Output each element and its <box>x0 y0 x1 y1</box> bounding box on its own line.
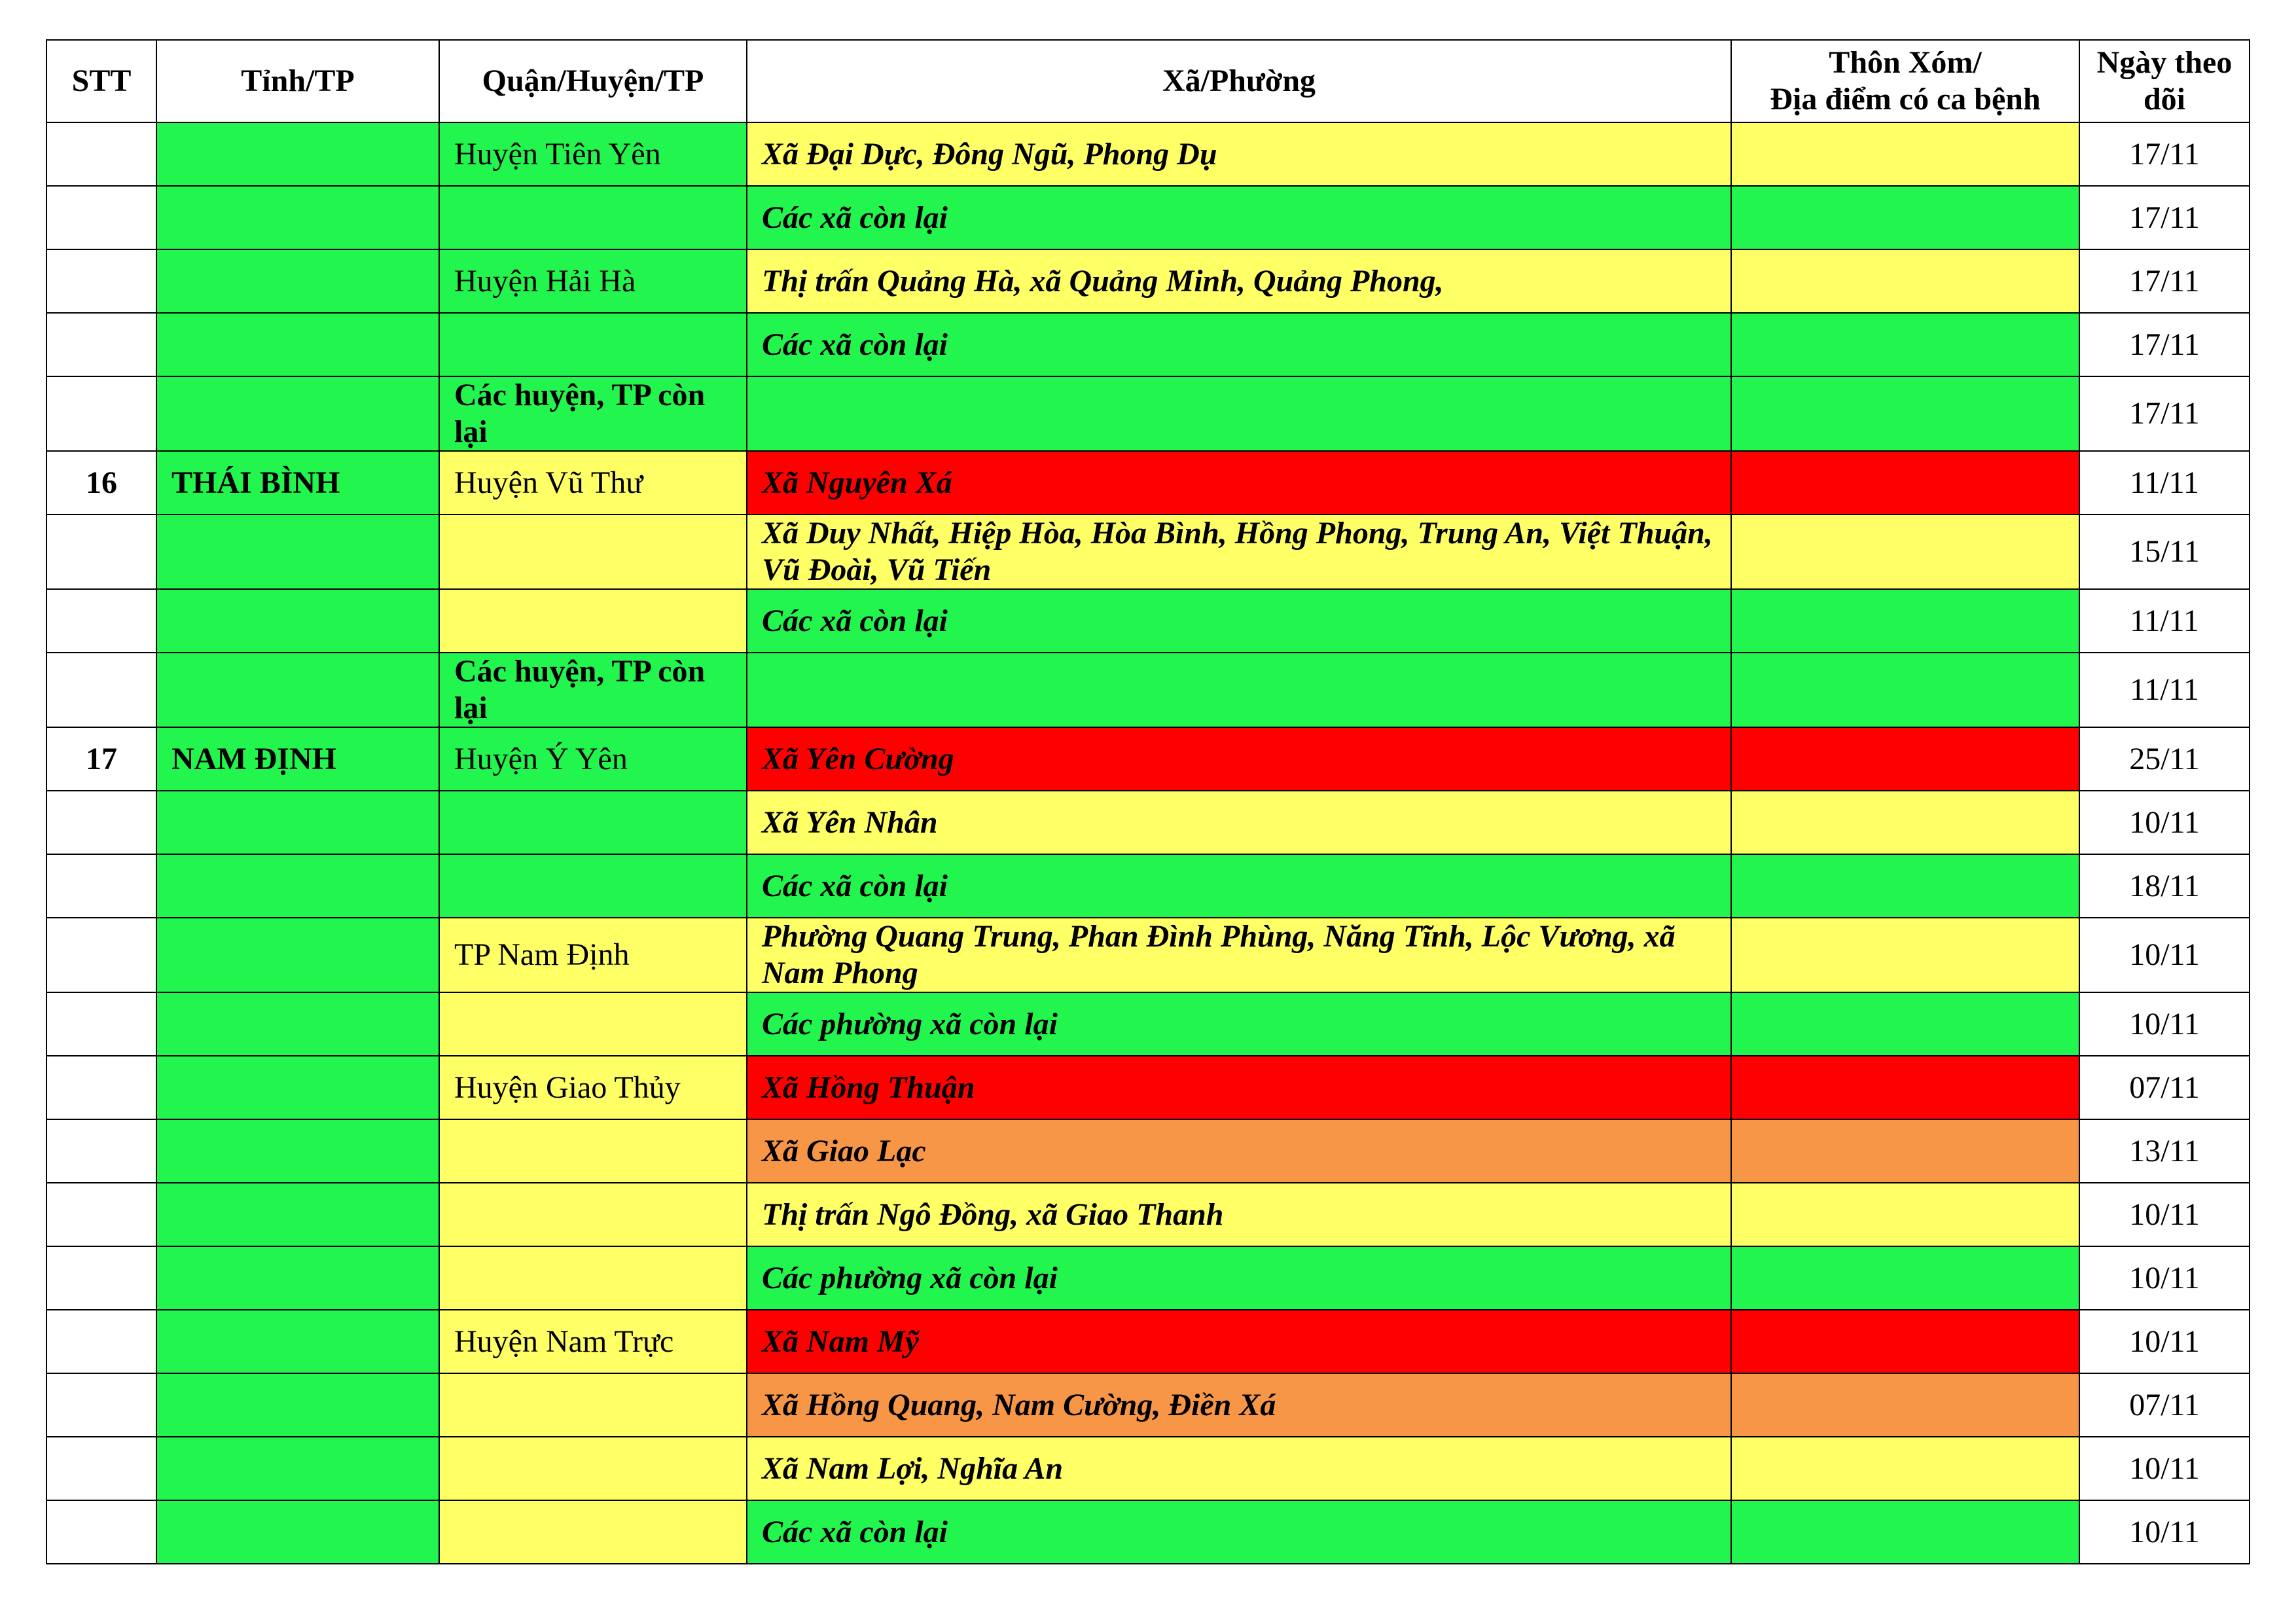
table-row <box>46 313 2250 376</box>
province-cell <box>156 791 439 854</box>
stt-cell <box>46 249 156 313</box>
header-date-line1: Ngày theo <box>2096 45 2233 80</box>
stt-cell: 17 <box>46 727 156 791</box>
stt-cell <box>46 653 156 727</box>
table-row <box>46 854 2250 918</box>
district-cell: Huyện Giao Thủy <box>439 1056 747 1119</box>
district-cell <box>439 1119 747 1183</box>
header-date <box>2079 40 2250 122</box>
district-cell: Các huyện, TP còn lại <box>439 653 747 727</box>
date-cell: 17/11 <box>2079 122 2250 186</box>
hamlet-cell <box>1731 653 2079 727</box>
hamlet-cell <box>1731 451 2079 514</box>
ward-cell: Các phường xã còn lại <box>747 992 1731 1056</box>
stt-cell <box>46 918 156 992</box>
date-cell: 10/11 <box>2079 1310 2250 1373</box>
province-cell <box>156 1373 439 1437</box>
district-cell: Huyện Hải Hà <box>439 249 747 313</box>
province-cell: THÁI BÌNH <box>156 451 439 514</box>
hamlet-cell <box>1731 1183 2079 1246</box>
district-cell <box>439 589 747 653</box>
table-row <box>46 376 2250 451</box>
hamlet-cell <box>1731 854 2079 918</box>
district-cell <box>439 313 747 376</box>
stt-cell <box>46 514 156 589</box>
date-cell: 10/11 <box>2079 918 2250 992</box>
table-header-row <box>46 40 2250 122</box>
date-cell: 25/11 <box>2079 727 2250 791</box>
province-cell <box>156 1183 439 1246</box>
covid-risk-table <box>46 39 2250 1564</box>
stt-cell <box>46 1246 156 1310</box>
hamlet-cell <box>1731 122 2079 186</box>
stt-cell <box>46 854 156 918</box>
table-row <box>46 249 2250 313</box>
date-cell: 15/11 <box>2079 514 2250 589</box>
hamlet-cell <box>1731 1119 2079 1183</box>
ward-cell: Xã Yên Cường <box>747 727 1731 791</box>
date-cell: 10/11 <box>2079 1500 2250 1564</box>
hamlet-cell <box>1731 1310 2079 1373</box>
date-cell: 17/11 <box>2079 249 2250 313</box>
ward-cell: Các phường xã còn lại <box>747 1246 1731 1310</box>
ward-cell: Xã Duy Nhất, Hiệp Hòa, Hòa Bình, Hồng Phong, Trung An, Việt Thuận, Vũ Đoài, Vũ Tiến <box>747 514 1731 589</box>
district-cell: Huyện Vũ Thư <box>439 451 747 514</box>
table-row <box>46 589 2250 653</box>
stt-cell <box>46 1119 156 1183</box>
table-row <box>46 992 2250 1056</box>
ward-cell: Thị trấn Ngô Đồng, xã Giao Thanh <box>747 1183 1731 1246</box>
province-cell <box>156 376 439 451</box>
table-body <box>46 122 2250 1564</box>
district-cell: Huyện Ý Yên <box>439 727 747 791</box>
stt-cell <box>46 589 156 653</box>
table-row <box>46 918 2250 992</box>
date-cell: 13/11 <box>2079 1119 2250 1183</box>
district-cell <box>439 1373 747 1437</box>
district-cell <box>439 791 747 854</box>
header-ward: Xã/Phường <box>747 40 1731 122</box>
stt-cell <box>46 1373 156 1437</box>
table-row <box>46 791 2250 854</box>
header-hamlet-line2: Địa điểm có ca bệnh <box>1770 82 2041 117</box>
district-cell <box>439 186 747 249</box>
table-row <box>46 1373 2250 1437</box>
province-cell <box>156 653 439 727</box>
hamlet-cell <box>1731 589 2079 653</box>
province-cell <box>156 1310 439 1373</box>
hamlet-cell <box>1731 992 2079 1056</box>
province-cell <box>156 313 439 376</box>
province-cell <box>156 249 439 313</box>
date-cell: 07/11 <box>2079 1056 2250 1119</box>
ward-cell: Các xã còn lại <box>747 313 1731 376</box>
ward-cell: Xã Nam Lợi, Nghĩa An <box>747 1437 1731 1500</box>
header-district: Quận/Huyện/TP <box>439 40 747 122</box>
table-row <box>46 122 2250 186</box>
stt-cell <box>46 313 156 376</box>
hamlet-cell <box>1731 791 2079 854</box>
district-cell: Huyện Nam Trực <box>439 1310 747 1373</box>
header-stt: STT <box>46 40 156 122</box>
hamlet-cell <box>1731 918 2079 992</box>
province-cell <box>156 918 439 992</box>
ward-cell: Xã Đại Dực, Đông Ngũ, Phong Dụ <box>747 122 1731 186</box>
district-cell: Các huyện, TP còn lại <box>439 376 747 451</box>
stt-cell <box>46 992 156 1056</box>
province-cell <box>156 1246 439 1310</box>
stt-cell <box>46 186 156 249</box>
stt-cell <box>46 376 156 451</box>
table-row <box>46 514 2250 589</box>
province-cell <box>156 1500 439 1564</box>
table-row <box>46 1437 2250 1500</box>
stt-cell <box>46 1500 156 1564</box>
table-row <box>46 1119 2250 1183</box>
ward-cell: Các xã còn lại <box>747 1500 1731 1564</box>
ward-cell: Các xã còn lại <box>747 589 1731 653</box>
district-cell <box>439 514 747 589</box>
district-cell <box>439 1437 747 1500</box>
date-cell: 07/11 <box>2079 1373 2250 1437</box>
hamlet-cell <box>1731 1246 2079 1310</box>
stt-cell <box>46 1437 156 1500</box>
header-province: Tỉnh/TP <box>156 40 439 122</box>
hamlet-cell <box>1731 1373 2079 1437</box>
ward-cell: Xã Yên Nhân <box>747 791 1731 854</box>
district-cell <box>439 992 747 1056</box>
stt-cell: 16 <box>46 451 156 514</box>
table-row <box>46 1310 2250 1373</box>
hamlet-cell <box>1731 1437 2079 1500</box>
header-hamlet-line1: Thôn Xóm/ <box>1829 45 1982 80</box>
header-hamlet <box>1731 40 2079 122</box>
province-cell <box>156 1437 439 1500</box>
province-cell <box>156 992 439 1056</box>
date-cell: 10/11 <box>2079 1183 2250 1246</box>
ward-cell: Xã Nguyên Xá <box>747 451 1731 514</box>
date-cell: 11/11 <box>2079 451 2250 514</box>
date-cell: 10/11 <box>2079 791 2250 854</box>
stt-cell <box>46 122 156 186</box>
table-row <box>46 653 2250 727</box>
hamlet-cell <box>1731 1500 2079 1564</box>
date-cell: 10/11 <box>2079 1437 2250 1500</box>
district-cell <box>439 1246 747 1310</box>
stt-cell <box>46 1056 156 1119</box>
date-cell: 17/11 <box>2079 186 2250 249</box>
province-cell <box>156 186 439 249</box>
table-row <box>46 451 2250 514</box>
ward-cell: Các xã còn lại <box>747 186 1731 249</box>
table-row <box>46 1246 2250 1310</box>
hamlet-cell <box>1731 727 2079 791</box>
hamlet-cell <box>1731 1056 2079 1119</box>
province-cell <box>156 514 439 589</box>
ward-cell: Xã Nam Mỹ <box>747 1310 1731 1373</box>
province-cell <box>156 854 439 918</box>
district-cell <box>439 1183 747 1246</box>
stt-cell <box>46 791 156 854</box>
hamlet-cell <box>1731 313 2079 376</box>
table-row <box>46 727 2250 791</box>
date-cell: 10/11 <box>2079 1246 2250 1310</box>
province-cell <box>156 1056 439 1119</box>
date-cell: 11/11 <box>2079 653 2250 727</box>
province-cell <box>156 122 439 186</box>
district-cell <box>439 854 747 918</box>
province-cell: NAM ĐỊNH <box>156 727 439 791</box>
stt-cell <box>46 1310 156 1373</box>
district-cell <box>439 1500 747 1564</box>
table-row <box>46 186 2250 249</box>
ward-cell: Thị trấn Quảng Hà, xã Quảng Minh, Quảng Phong, <box>747 249 1731 313</box>
header-date-line2: dõi <box>2143 82 2186 117</box>
table-row <box>46 1183 2250 1246</box>
hamlet-cell <box>1731 186 2079 249</box>
date-cell: 18/11 <box>2079 854 2250 918</box>
table-row <box>46 1056 2250 1119</box>
ward-cell <box>747 653 1731 727</box>
ward-cell: Xã Hồng Quang, Nam Cường, Điền Xá <box>747 1373 1731 1437</box>
date-cell: 11/11 <box>2079 589 2250 653</box>
hamlet-cell <box>1731 376 2079 451</box>
district-cell: Huyện Tiên Yên <box>439 122 747 186</box>
table-row <box>46 1500 2250 1564</box>
date-cell: 17/11 <box>2079 313 2250 376</box>
ward-cell: Các xã còn lại <box>747 854 1731 918</box>
ward-cell: Xã Hồng Thuận <box>747 1056 1731 1119</box>
hamlet-cell <box>1731 249 2079 313</box>
district-cell: TP Nam Định <box>439 918 747 992</box>
province-cell <box>156 1119 439 1183</box>
ward-cell <box>747 376 1731 451</box>
hamlet-cell <box>1731 514 2079 589</box>
stt-cell <box>46 1183 156 1246</box>
ward-cell: Phường Quang Trung, Phan Đình Phùng, Năng Tĩnh, Lộc Vương, xã Nam Phong <box>747 918 1731 992</box>
date-cell: 10/11 <box>2079 992 2250 1056</box>
date-cell: 17/11 <box>2079 376 2250 451</box>
ward-cell: Xã Giao Lạc <box>747 1119 1731 1183</box>
province-cell <box>156 589 439 653</box>
